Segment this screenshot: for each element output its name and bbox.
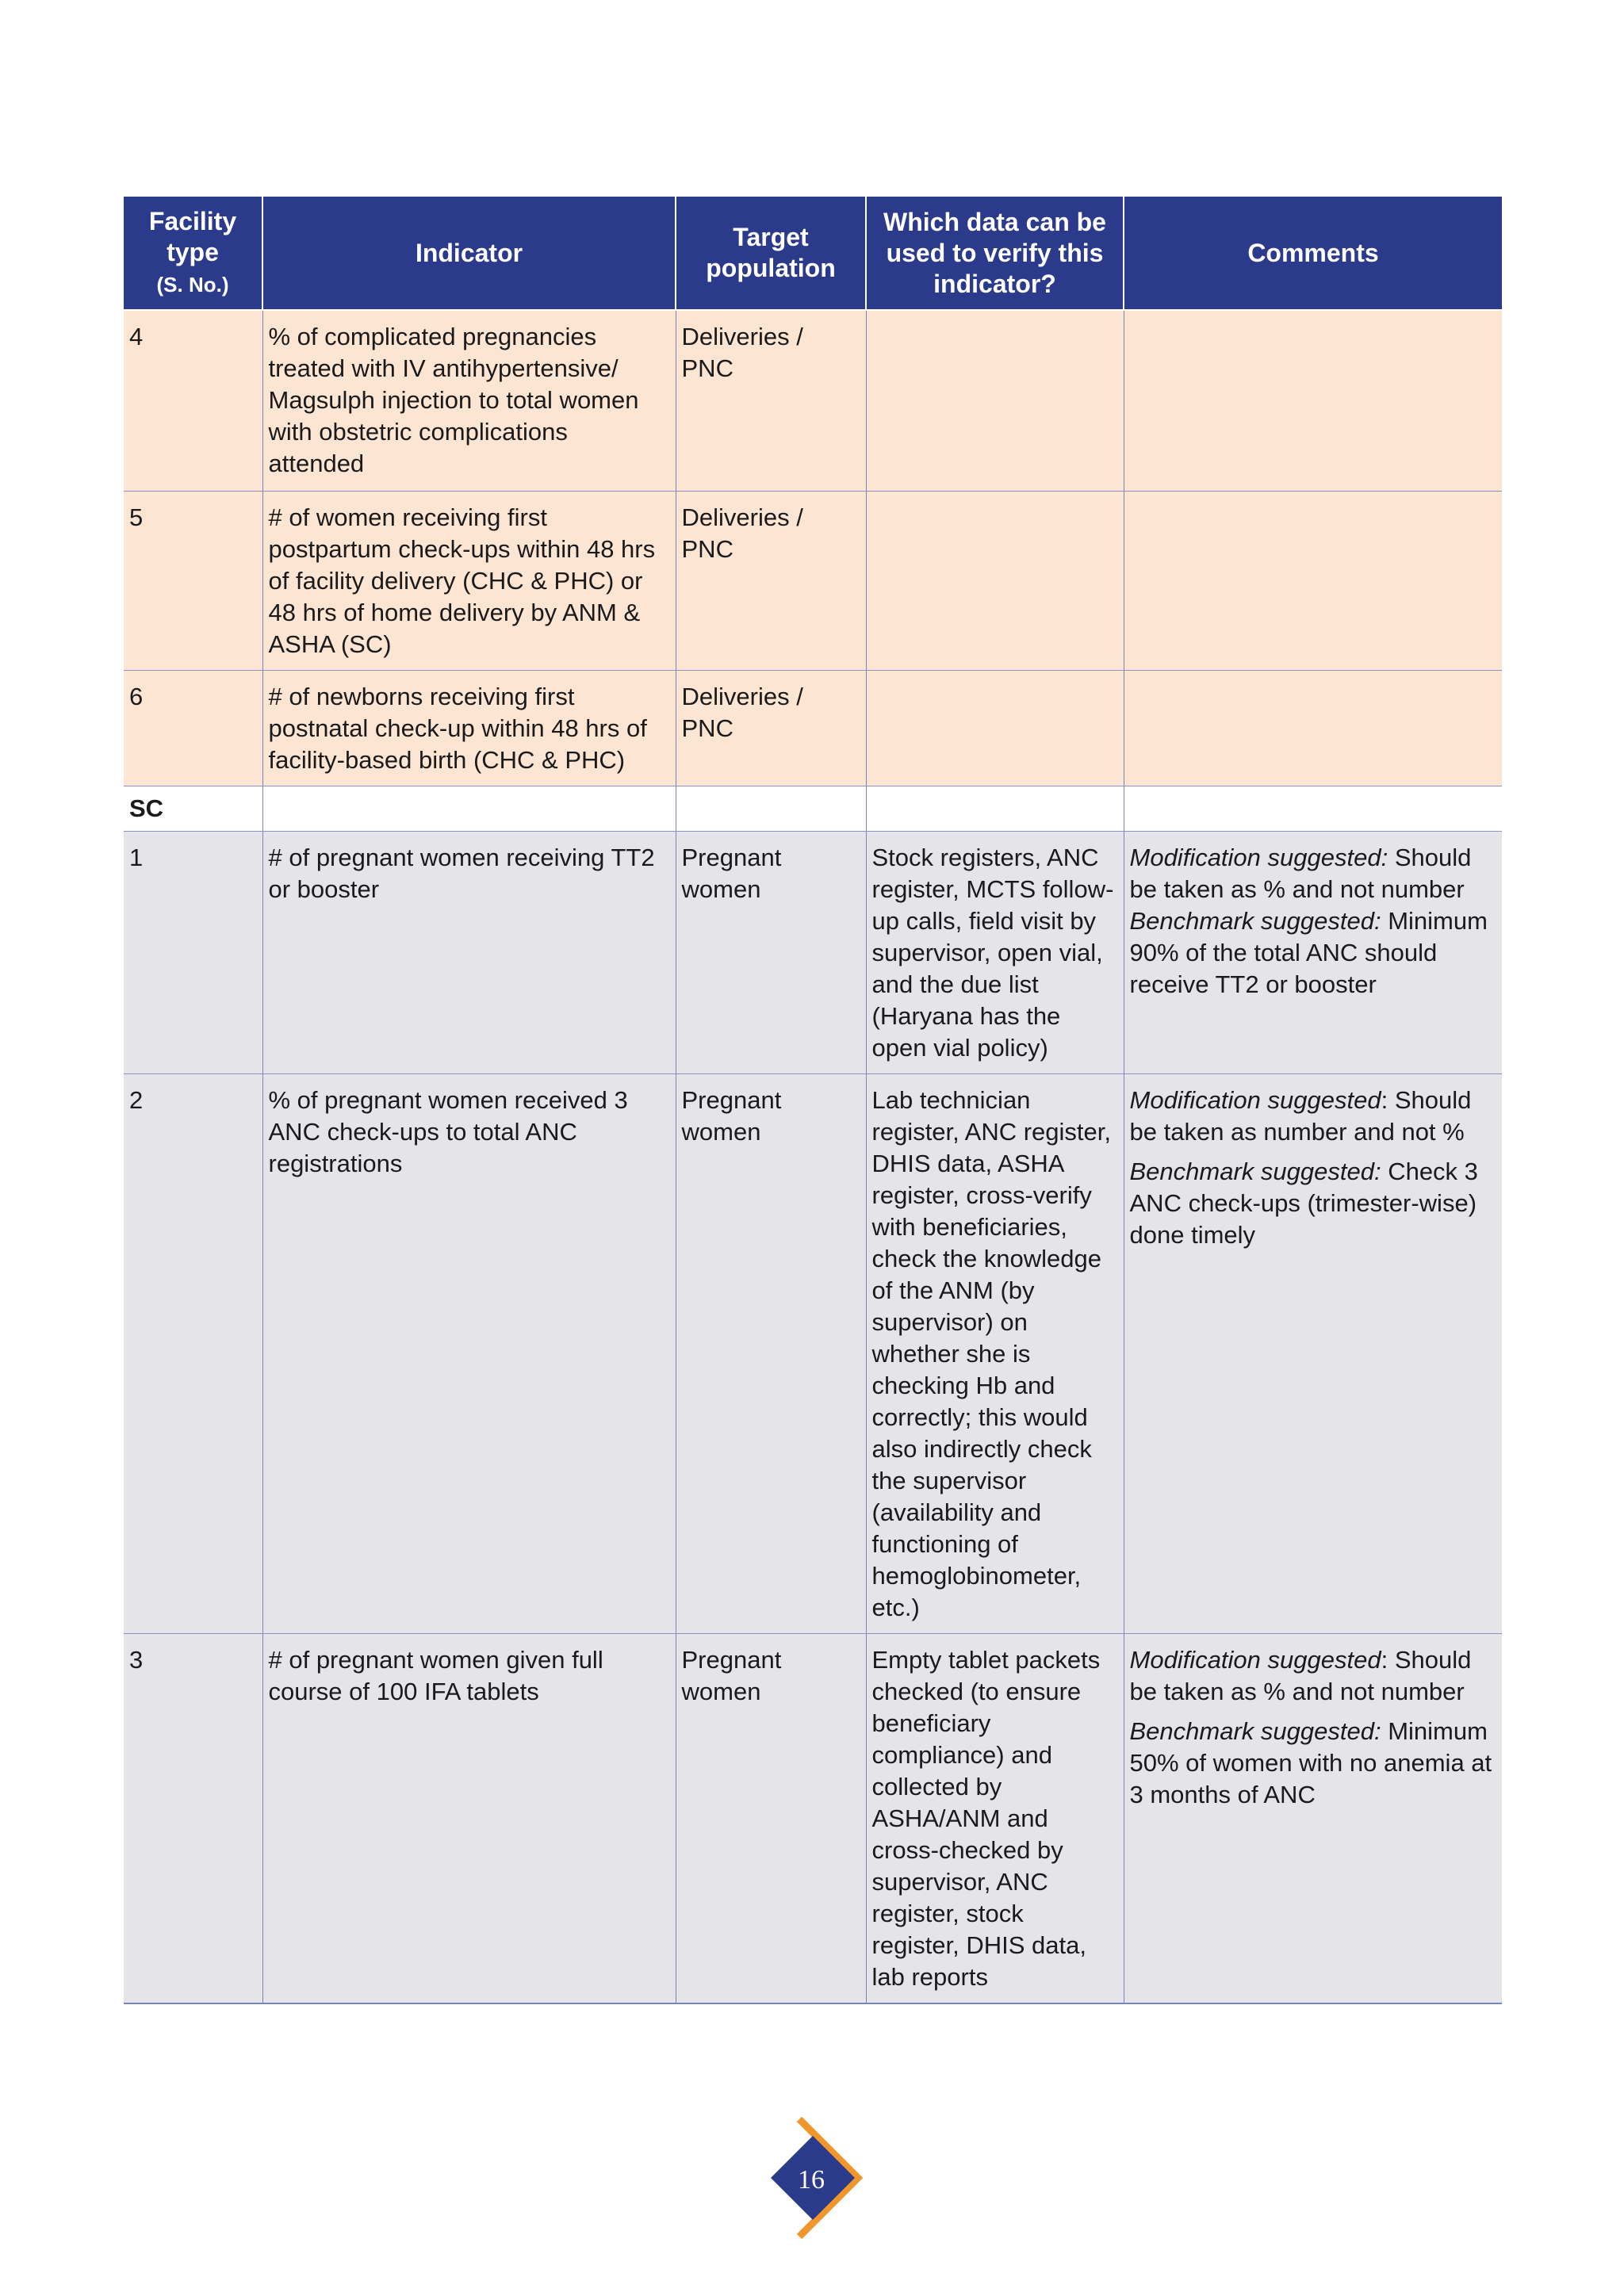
cell-sno: 2 (124, 1073, 262, 1633)
header-facility-type-label: Facility type (148, 206, 237, 266)
modification-label: Modification suggested (1129, 1645, 1381, 1674)
section-row (124, 786, 1502, 831)
table-row (124, 831, 1502, 1073)
benchmark-label: Benchmark suggested: (1129, 1157, 1381, 1185)
benchmark-text: Check 3 ANC check-ups (trimester-wise) done timely (1129, 1157, 1478, 1249)
benchmark-label: Benchmark suggested: (1129, 1716, 1381, 1745)
header-comments: Comments (1124, 197, 1502, 310)
cell-indicator: # of newborns receiving first postnatal check-up within 48 hrs of facility-based birth (CHC & PHC) (262, 670, 676, 786)
modification-note (1130, 1085, 1497, 1148)
header-sno-label: (S. No.) (156, 272, 229, 297)
cell-target: Deliveries / PNC (676, 310, 866, 491)
cell-sno: 4 (124, 310, 262, 491)
cell-data: Lab technician register, ANC register, DHIS data, ASHA register, cross-verify with beneficiaries, check the knowledge of the ANM (by supervisor) on whether she is checking Hb and correctly; this would also indirectly check the supervisor (availability and functioning of hemoglobinometer, etc.) (866, 1073, 1124, 1633)
cell-indicator: # of women receiving first postpartum check-ups within 48 hrs of facility delivery (CHC & PHC) or 48 hrs of home delivery by ANM & ASHA (SC) (262, 491, 676, 670)
modification-label: Modification suggested (1129, 1085, 1381, 1114)
header-target-population: Target population (676, 197, 866, 310)
cell-target: Pregnant women (676, 1633, 866, 2003)
cell-comment (1124, 491, 1502, 670)
cell-data (866, 670, 1124, 786)
section-label: SC (124, 786, 262, 831)
cell-comment (1124, 670, 1502, 786)
cell-data (866, 491, 1124, 670)
cell-comment (1124, 310, 1502, 491)
cell-data (866, 310, 1124, 491)
cell-indicator: % of complicated pregnancies treated with IV antihypertensive/ Magsulph injection to total women with obstetric complications attended (262, 310, 676, 491)
cell-indicator: % of pregnant women received 3 ANC check-ups to total ANC registrations (262, 1073, 676, 1633)
cell-comment (1124, 831, 1502, 1073)
modification-text: : Should be taken as number and not % (1129, 1085, 1472, 1146)
indicator-table (124, 197, 1502, 2004)
modification-text: Should be taken as % and not number (1129, 843, 1472, 903)
cell-data: Empty tablet packets checked (to ensure beneficiary compliance) and collected by ASHA/ANM and cross-checked by supervisor, ANC register, stock register, DHIS data, lab reports (866, 1633, 1124, 2003)
header-facility-type (124, 197, 262, 310)
cell-target: Deliveries / PNC (676, 670, 866, 786)
modification-label: Modification suggested: (1129, 843, 1388, 871)
cell-indicator: # of pregnant women receiving TT2 or booster (262, 831, 676, 1073)
modification-note (1130, 1644, 1497, 1708)
cell-comment (1124, 1633, 1502, 2003)
table-row (124, 491, 1502, 670)
cell-sno: 6 (124, 670, 262, 786)
page-number: 16 (798, 2165, 825, 2195)
table-row (124, 670, 1502, 786)
benchmark-text: Minimum 90% of the total ANC should receive TT2 or booster (1129, 906, 1488, 998)
benchmark-note (1130, 1156, 1497, 1251)
header-data-verify: Which data can be used to verify this indicator? (866, 197, 1124, 310)
cell-sno: 1 (124, 831, 262, 1073)
cell-data: Stock registers, ANC register, MCTS follow-up calls, field visit by supervisor, open vial, and the due list (Haryana has the open vial policy) (866, 831, 1124, 1073)
cell-target: Deliveries / PNC (676, 491, 866, 670)
modification-note (1130, 842, 1497, 905)
cell-comment (1124, 1073, 1502, 1633)
cell-sno: 3 (124, 1633, 262, 2003)
modification-text: : Should be taken as % and not number (1129, 1645, 1472, 1705)
cell-sno: 5 (124, 491, 262, 670)
benchmark-note (1130, 1716, 1497, 1811)
table-row (124, 1633, 1502, 2003)
header-indicator: Indicator (262, 197, 676, 310)
cell-indicator: # of pregnant women given full course of 100 IFA tablets (262, 1633, 676, 2003)
benchmark-text: Minimum 50% of women with no anemia at 3 months of ANC (1129, 1716, 1492, 1808)
table-row (124, 1073, 1502, 1633)
cell-target: Pregnant women (676, 1073, 866, 1633)
benchmark-label: Benchmark suggested: (1129, 906, 1381, 935)
table-row (124, 310, 1502, 491)
table-header-row (124, 197, 1502, 310)
cell-target: Pregnant women (676, 831, 866, 1073)
benchmark-note (1130, 907, 1488, 998)
